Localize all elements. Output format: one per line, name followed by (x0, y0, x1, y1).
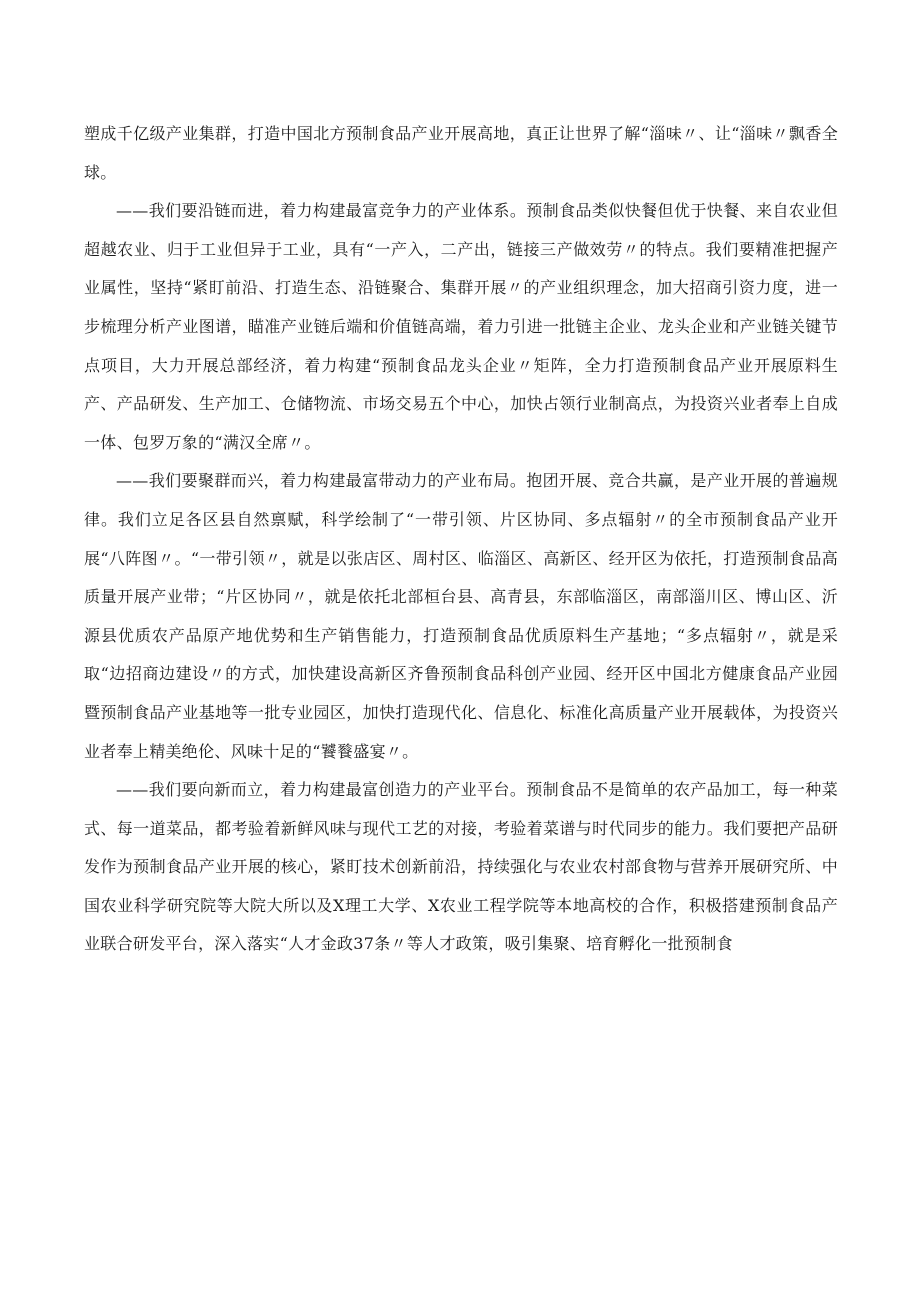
paragraph-1: 塑成千亿级产业集群，打造中国北方预制食品产业开展高地，真正让世界了解“淄味〃、让“淄味〃飘香全球。 (84, 124, 838, 182)
paragraph-2: ——我们要沿链而进，着力构建最富竞争力的产业体系。预制食品类似快餐但优于快餐、来自农业但超越农业、归于工业但异于工业，具有“一产入，二产出，链接三产做效劳〃的特点。我们要精准把握产业属性，坚持“紧盯前沿、打造生态、沿链聚合、集群开展〃的产业组织理念，加大招商引资力度，进一步梳理分析产业图谱，瞄准产业链后端和价值链高端，着力引进一批链主企业、龙头企业和产业链关键节点项目，大力开展总部经济，着力构建“预制食品龙头企业〃矩阵，全力打造预制食品产业开展原料生产、产品研发、生产加工、仓储物流、市场交易五个中心，加快占领行业制高点，为投资兴业者奉上自成一体、包罗万象的“满汉全席〃。 (84, 201, 838, 452)
paragraph-3: ——我们要聚群而兴，着力构建最富带动力的产业布局。抱团开展、竞合共赢，是产业开展的普遍规律。我们立足各区县自然禀赋，科学绘制了“一带引领、片区协同、多点辐射〃的全市预制食品产业开展“八阵图〃。“一带引领〃，就是以张店区、周村区、临淄区、高新区、经开区为依托，打造预制食品高质量开展产业带；“片区协同〃，就是依托北部桓台县、高青县，东部临淄区，南部淄川区、博山区、沂源县优质农产品原产地优势和生产销售能力，打造预制食品优质原料生产基地；“多点辐射〃，就是采取“边招商边建设〃的方式，加快建设高新区齐鲁预制食品科创产业园、经开区中国北方健康食品产业园暨预制食品产业基地等一批专业园区，加快打造现代化、信息化、标准化高质量产业开展载体，为投资兴业者奉上精美绝伦、风味十足的“饕餮盛宴〃。 (84, 471, 838, 761)
paragraph-4: ——我们要向新而立，着力构建最富创造力的产业平台。预制食品不是简单的农产品加工，每一种菜式、每一道菜品，都考验着新鲜风味与现代工艺的对接，考验着菜谱与时代同步的能力。我们要把产品研发作为预制食品产业开展的核心，紧盯技术创新前沿，持续强化与农业农村部食物与营养开展研究所、中国农业科学研究院等大院大所以及X理工大学、X农业工程学院等本地高校的合作，积极搭建预制食品产业联合研发平台，深入落实“人才金政37条〃等人才政策，吸引集聚、培育孵化一批预制食 (84, 780, 838, 954)
body-text (84, 115, 838, 964)
